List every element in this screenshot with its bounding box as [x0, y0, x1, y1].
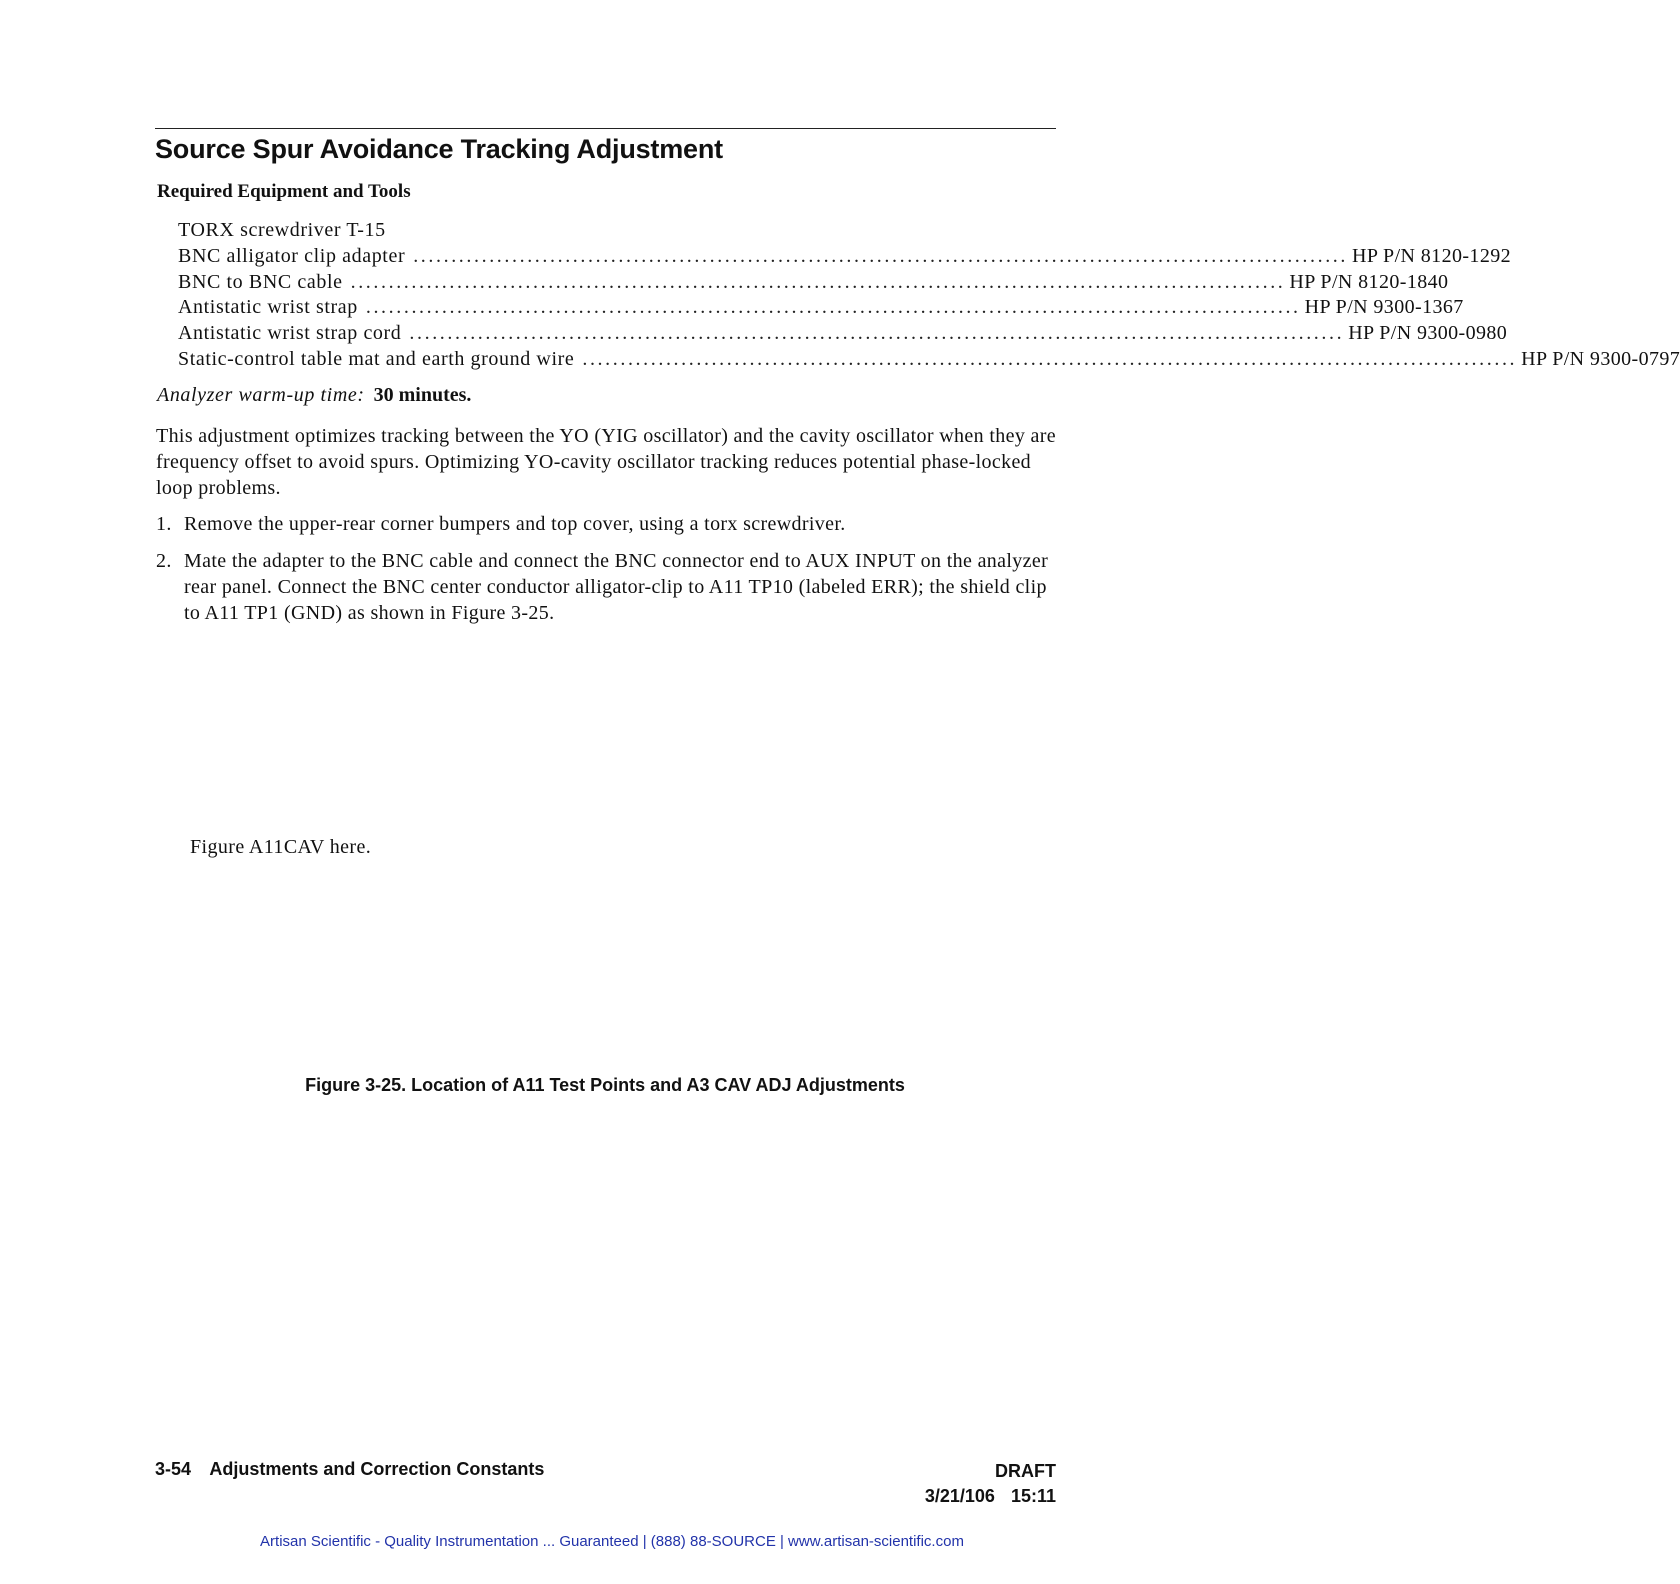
equipment-heading: Required Equipment and Tools [157, 181, 411, 202]
equipment-name: Static-control table mat and earth ground wire [178, 347, 575, 370]
equipment-item [178, 295, 1464, 321]
page-title: Source Spur Avoidance Tracking Adjustment [155, 134, 723, 164]
figure-caption: Figure 3-25. Location of A11 Test Points and A3 CAV ADJ Adjustments [305, 1075, 905, 1095]
header-rule [155, 128, 1056, 129]
step-number: 2. [156, 550, 172, 572]
watermark-banner: Artisan Scientific - Quality Instrumentation ... Guaranteed | (888) 88-SOURCE | www.artisan-scientific.com [260, 1533, 964, 1550]
figure-placeholder: Figure A11CAV here. [190, 836, 372, 858]
leader-dots: ........................................................................................................................... [413, 244, 1349, 267]
warmup-label: Analyzer warm-up time: [157, 384, 365, 406]
leader-dots: ........................................................................................................................... [582, 347, 1518, 370]
equipment-item [178, 347, 1680, 373]
draft-time: 15:11 [1010, 1486, 1056, 1506]
step-number: 1. [156, 513, 172, 535]
chapter-title: Adjustments and Correction Constants [209, 1459, 545, 1479]
equipment-name: BNC to BNC cable [178, 270, 343, 293]
step-item [156, 511, 1061, 537]
equipment-part-number: HP P/N 9300-0980 [1348, 322, 1508, 345]
draft-date: 3/21/106 [924, 1486, 995, 1506]
step-text: Mate the adapter to the BNC cable and connect the BNC connector end to AUX INPUT on the analyzer rear panel. Connect the BNC center conductor alligator-clip to A11 TP10 (labeled ERR); the shield clip to A11 TP1 (GND) as shown in Figure 3-25. [184, 550, 1049, 624]
equipment-list [178, 218, 1680, 373]
equipment-item [178, 244, 1512, 270]
equipment-name: BNC alligator clip adapter [178, 244, 406, 267]
intro-paragraph: This adjustment optimizes tracking between the YO (YIG oscillator) and the cavity oscillator when they are frequency offset to avoid spurs. Optimizing YO-cavity oscillator tracking reduces potential phase-locked loop problems. [156, 425, 1056, 499]
draft-label: DRAFT [995, 1461, 1056, 1481]
equipment-item [178, 270, 1449, 296]
step-text: Remove the upper-rear corner bumpers and top cover, using a torx screwdriver. [184, 513, 846, 535]
equipment-part-number: HP P/N 9300-1367 [1304, 296, 1464, 319]
page-number: 3-54 [155, 1459, 192, 1479]
draft-timestamp [925, 1484, 1056, 1509]
equipment-name: TORX screwdriver T-15 [178, 219, 386, 241]
equipment-part-number: HP P/N 9300-0797 [1521, 347, 1680, 370]
page-footer-right [925, 1459, 1056, 1509]
equipment-name: Antistatic wrist strap cord [178, 322, 402, 345]
step-item [156, 548, 1061, 626]
warmup-value: 30 minutes. [373, 384, 472, 406]
warmup-time [157, 384, 471, 407]
leader-dots: ........................................................................................................................... [365, 296, 1301, 319]
equipment-item [178, 321, 1508, 347]
equipment-item [178, 218, 1056, 244]
equipment-part-number: HP P/N 8120-1840 [1289, 270, 1449, 293]
equipment-part-number: HP P/N 8120-1292 [1352, 244, 1512, 267]
leader-dots: ........................................................................................................................... [350, 270, 1286, 293]
leader-dots: ........................................................................................................................... [409, 322, 1345, 345]
page-footer-left [155, 1459, 544, 1480]
equipment-name: Antistatic wrist strap [178, 296, 358, 319]
